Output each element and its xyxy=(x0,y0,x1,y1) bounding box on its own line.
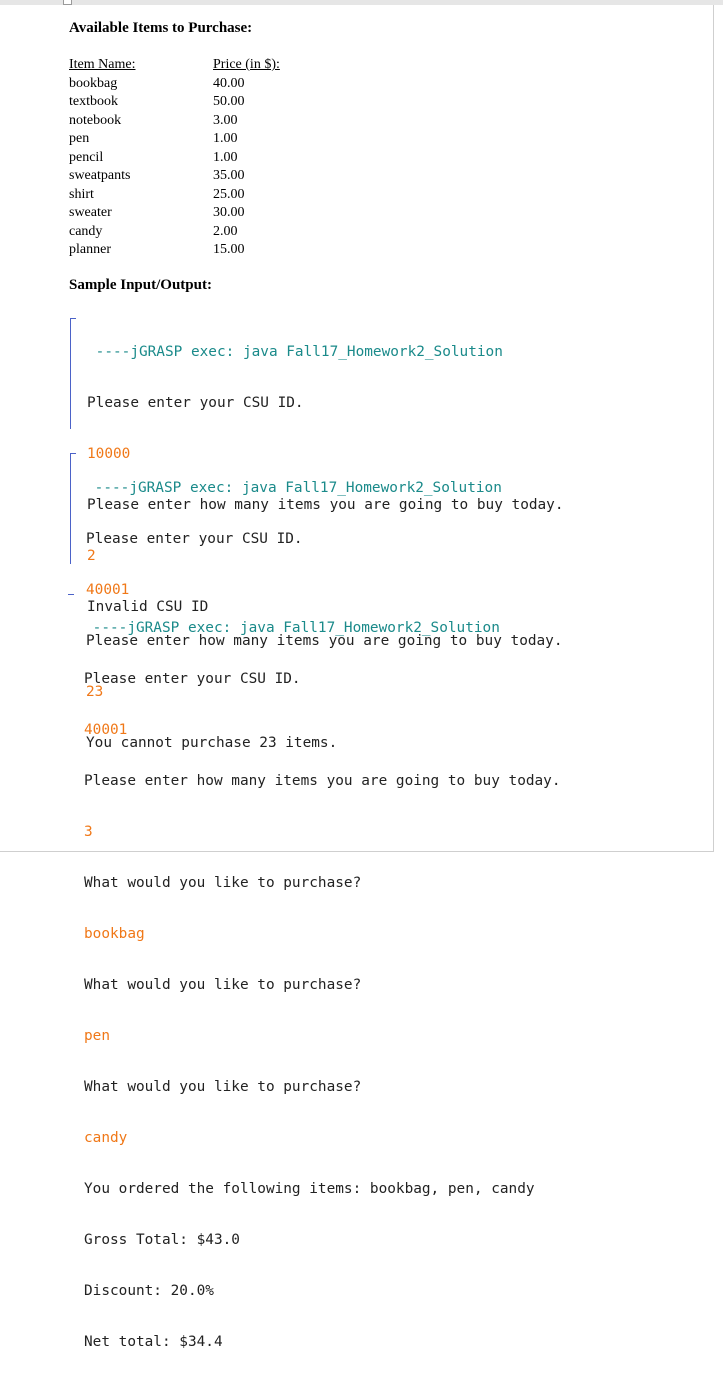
table-row xyxy=(69,223,313,242)
item-name-cell: sweatpants xyxy=(69,168,131,183)
console-prompt: Please enter how many items you are going to buy today. xyxy=(84,773,561,789)
console-prompt: What would you like to purchase? xyxy=(84,875,362,891)
item-price-cell: 1.00 xyxy=(213,149,238,165)
item-name-cell: notebook xyxy=(69,112,122,128)
item-price-cell: 50.00 xyxy=(213,94,245,109)
price-header: Price (in $): xyxy=(213,57,280,72)
item-price-cell: 15.00 xyxy=(213,242,245,257)
console-user-input: 10000 xyxy=(87,446,131,462)
items-price-table xyxy=(69,56,313,260)
console-order-summary: You ordered the following items: bookbag, pen, candy xyxy=(84,1181,535,1197)
item-name-cell: textbook xyxy=(69,94,118,109)
table-row xyxy=(69,75,313,94)
console-header: ----jGRASP exec: java Fall17_Homework2_Solution xyxy=(84,620,500,636)
document-page xyxy=(0,5,714,1350)
item-price-cell: 2.00 xyxy=(213,223,238,239)
console2-top-tick xyxy=(70,453,76,454)
console3-top-tick xyxy=(68,594,74,595)
table-row xyxy=(69,149,313,168)
table-row xyxy=(69,130,313,149)
item-name-cell: shirt xyxy=(69,186,94,202)
console-user-input: 2 xyxy=(87,548,96,564)
console-prompt: What would you like to purchase? xyxy=(84,1079,362,1095)
console-user-input: 40001 xyxy=(84,722,128,738)
item-price-cell: 30.00 xyxy=(213,205,245,220)
console-user-input: 3 xyxy=(84,824,93,840)
console-user-input: bookbag xyxy=(84,926,145,942)
console-gross-total: Gross Total: $43.0 xyxy=(84,1232,240,1248)
table-row xyxy=(69,204,313,223)
item-name-cell: pen xyxy=(69,131,90,146)
console2-left-bar xyxy=(70,453,71,564)
item-price-cell: 40.00 xyxy=(213,75,245,91)
item-name-cell: pencil xyxy=(69,149,104,165)
console-prompt: Please enter your CSU ID. xyxy=(87,395,304,411)
table-row xyxy=(69,241,313,260)
console-output-3 xyxy=(84,586,561,1385)
console-message: Invalid CSU ID xyxy=(87,599,209,615)
item-name-cell: sweater xyxy=(69,205,112,220)
console-header: ----jGRASP exec: java Fall17_Homework2_Solution xyxy=(87,344,503,360)
item-name-cell: planner xyxy=(69,242,111,257)
table-row xyxy=(69,112,313,131)
console-discount: Discount: 20.0% xyxy=(84,1283,214,1299)
console-user-input: candy xyxy=(84,1130,128,1146)
console1-top-tick xyxy=(70,318,76,319)
table-row xyxy=(69,186,313,205)
console-message: You cannot purchase 23 items. xyxy=(86,735,338,751)
console1-left-bar xyxy=(70,318,71,429)
console-prompt: Please enter your CSU ID. xyxy=(86,531,303,547)
item-name-cell: bookbag xyxy=(69,75,118,91)
console-prompt: Please enter your CSU ID. xyxy=(84,671,301,687)
table-header-row xyxy=(69,56,313,75)
item-price-cell: 1.00 xyxy=(213,131,238,146)
item-name-cell: candy xyxy=(69,223,103,239)
item-price-cell: 35.00 xyxy=(213,168,245,183)
console-prompt: What would you like to purchase? xyxy=(84,977,362,993)
console-user-input: 40001 xyxy=(86,582,130,598)
console-prompt: Please enter how many items you are going to buy today. xyxy=(87,497,564,513)
console-net-total: Net total: $34.4 xyxy=(84,1334,223,1350)
table-row xyxy=(69,93,313,112)
console-header: ----jGRASP exec: java Fall17_Homework2_Solution xyxy=(86,480,502,496)
sample-io-heading: Sample Input/Output: xyxy=(69,277,212,293)
console-prompt: Please enter how many items you are going to buy today. xyxy=(86,633,563,649)
item-name-header: Item Name: xyxy=(69,57,136,72)
table-row xyxy=(69,167,313,186)
item-price-cell: 25.00 xyxy=(213,186,245,202)
available-items-heading: Available Items to Purchase: xyxy=(69,20,253,36)
console-user-input: 23 xyxy=(86,684,104,700)
console-user-input: pen xyxy=(84,1028,110,1044)
item-price-cell: 3.00 xyxy=(213,112,238,128)
